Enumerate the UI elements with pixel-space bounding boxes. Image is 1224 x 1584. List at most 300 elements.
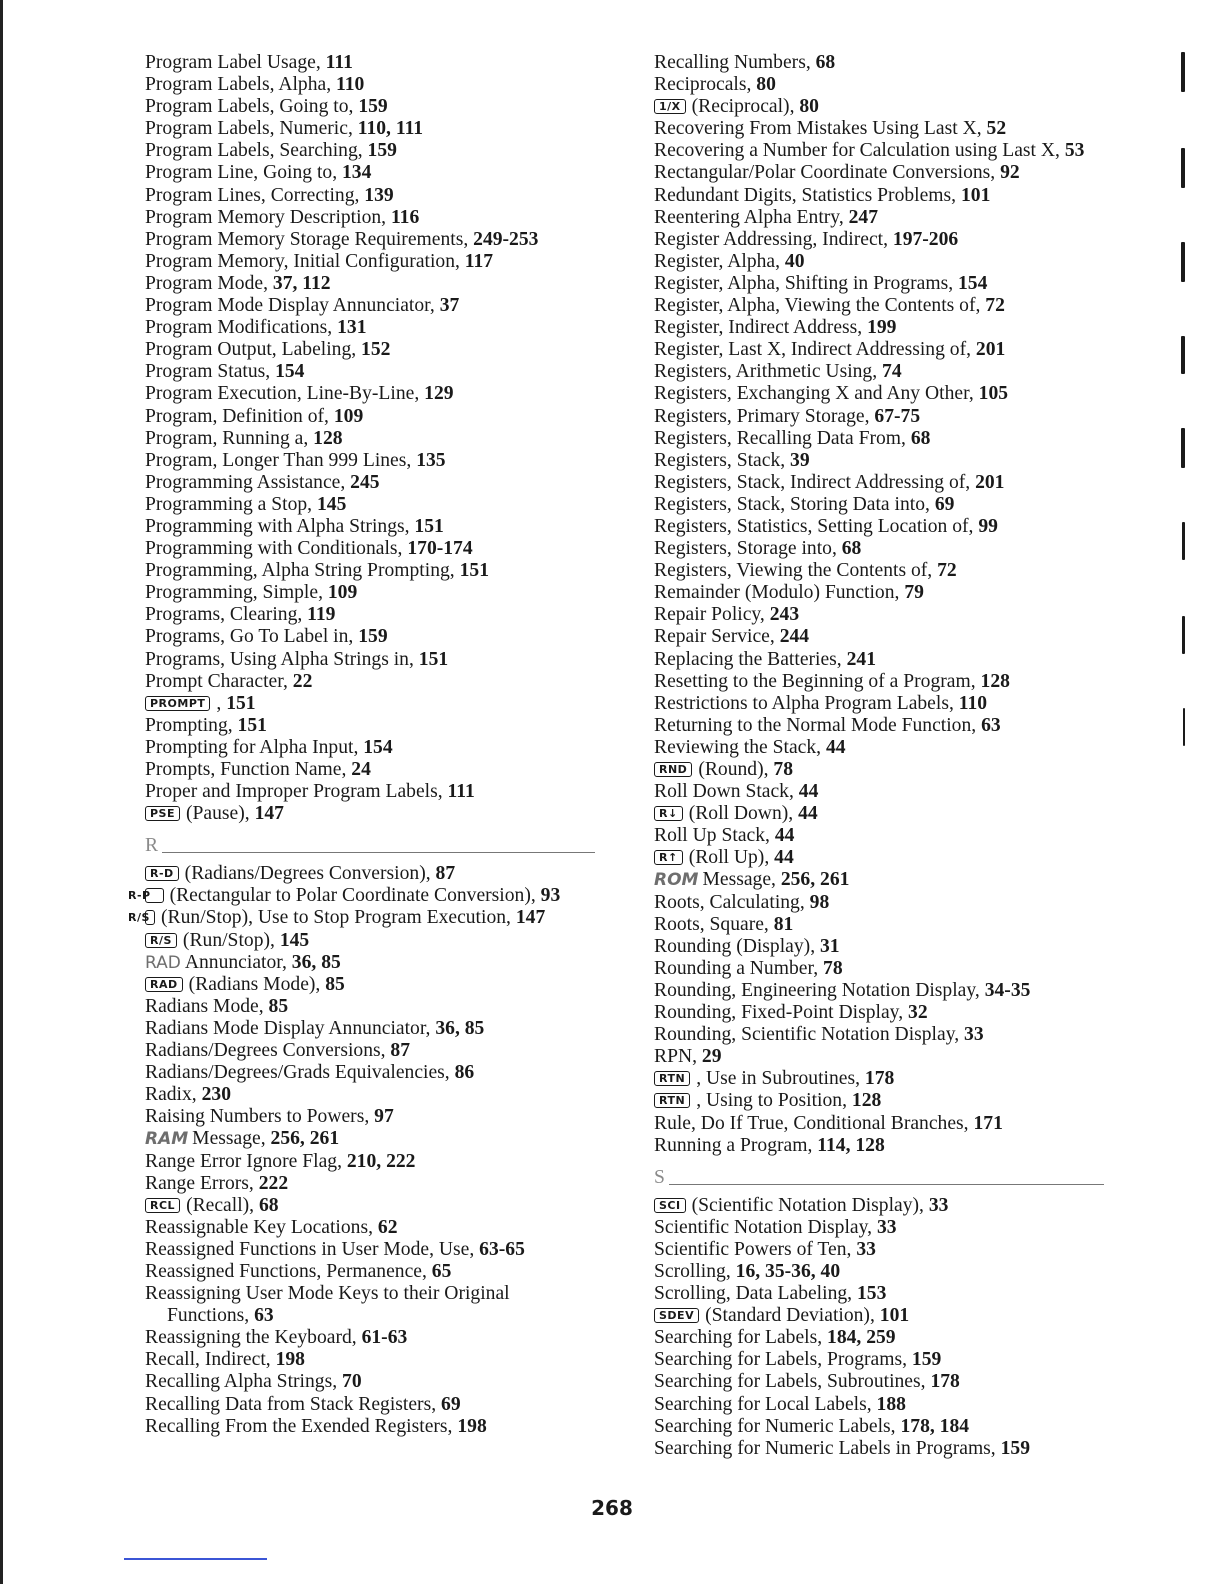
entry-pages: 93: [540, 885, 561, 907]
index-entry: [145, 74, 595, 96]
entry-text: Roots, Calculating,: [654, 891, 810, 913]
index-entry: [145, 428, 595, 450]
index-entry: [145, 952, 595, 974]
index-entry: [145, 1239, 595, 1261]
index-entry: [654, 74, 1104, 96]
entry-text: Radians/Degrees Conversions,: [145, 1040, 391, 1062]
entry-pages: 111: [325, 52, 353, 73]
entry-pages: 65: [431, 1260, 452, 1282]
entry-text: Programming a Stop,: [145, 493, 317, 515]
index-entry: [654, 406, 1104, 428]
entry-text: Redundant Digits, Statistics Problems,: [654, 184, 961, 206]
entry-pages: 63: [981, 714, 1001, 736]
entry-text: Searching for Labels, Programs,: [654, 1349, 912, 1371]
entry-text: Raising Numbers to Powers,: [145, 1106, 375, 1128]
index-entry: [145, 450, 595, 472]
index-entry: [145, 604, 595, 626]
entry-text: Program, Definition of,: [145, 405, 334, 427]
entry-text: Program, Running a,: [145, 427, 314, 449]
index-entry: [654, 1371, 1104, 1393]
index-entry: [654, 1239, 1104, 1261]
entry-text: ,: [216, 692, 227, 714]
entry-text: Rectangular/Polar Coordinate Conversions,: [654, 162, 1001, 184]
blue-underline: [124, 1558, 267, 1560]
index-entry: [145, 560, 595, 582]
entry-pages: 184, 259: [827, 1327, 896, 1349]
entry-text: Searching for Numeric Labels in Programs,: [654, 1437, 1001, 1459]
index-entry: [145, 1283, 595, 1327]
index-entry: [654, 1349, 1104, 1371]
entry-text: Range Errors,: [145, 1172, 259, 1194]
index-entry: [654, 118, 1104, 140]
index-entry: [654, 383, 1104, 405]
entry-text: Programming Assistance,: [145, 471, 351, 493]
entry-pages: 52: [986, 118, 1007, 140]
entry-pages: 44: [798, 803, 818, 825]
entry-text: Recalling Alpha Strings,: [145, 1371, 343, 1393]
entry-text: (Roll Down),: [688, 803, 799, 825]
binding-mark: [1182, 616, 1185, 654]
index-entry: [654, 1068, 1104, 1090]
index-entry: [654, 1090, 1104, 1112]
entry-pages: 241: [846, 648, 876, 670]
index-entry: [145, 715, 595, 737]
entry-text: (Round),: [698, 759, 774, 780]
index-entry: [145, 1040, 595, 1062]
entry-pages: 151: [414, 515, 444, 537]
entry-pages: 178, 184: [900, 1415, 970, 1437]
entry-text: Recall, Indirect,: [145, 1349, 276, 1371]
index-entry: [654, 516, 1104, 538]
entry-text: Register, Alpha,: [654, 250, 785, 272]
key-label: R-D: [145, 866, 179, 881]
index-entry: [145, 759, 595, 781]
index-entry: [654, 1024, 1104, 1046]
entry-pages: 78: [773, 759, 794, 780]
entry-text: Reentering Alpha Entry,: [654, 206, 849, 228]
entry-pages: 159: [911, 1349, 942, 1371]
index-entry: [654, 140, 1104, 162]
entry-pages: 70: [342, 1371, 362, 1393]
index-entry: [145, 626, 595, 648]
entry-text: Message,: [702, 869, 781, 891]
index-entry: [145, 317, 595, 339]
entry-pages: 151: [237, 714, 267, 736]
index-entry: [654, 803, 1104, 825]
entry-pages: 39: [790, 449, 810, 471]
entry-text: Program Labels, Numeric,: [145, 118, 358, 140]
key-label: RND: [654, 762, 692, 777]
entry-text: (Roll Up),: [688, 847, 775, 869]
entry-pages: 199: [867, 317, 897, 339]
entry-pages: 101: [879, 1305, 910, 1327]
entry-pages: 201: [975, 471, 1005, 493]
index-entry: [145, 1018, 595, 1040]
index-entry: [654, 295, 1104, 317]
entry-text: Range Error Ignore Flag,: [145, 1150, 347, 1172]
entry-pages: 147: [515, 907, 546, 929]
entry-text: (Recall),: [186, 1194, 259, 1216]
entry-text: Register, Alpha, Viewing the Contents of,: [654, 295, 986, 317]
entry-pages: 159: [358, 626, 388, 648]
key-label: R↑: [654, 850, 683, 865]
index-column-right: [654, 52, 1104, 1460]
index-entry: [654, 892, 1104, 914]
entry-pages: 81: [773, 913, 794, 935]
index-entry: [654, 649, 1104, 671]
binding-mark: [1181, 336, 1185, 374]
entry-pages: 63-65: [479, 1238, 525, 1260]
entry-text: Prompting for Alpha Input,: [145, 736, 364, 758]
entry-pages: 85: [325, 973, 345, 995]
entry-text: Register, Indirect Address,: [654, 317, 868, 339]
entry-text: Radians Mode Display Annunciator,: [145, 1017, 436, 1039]
entry-text: Program Execution, Line-By-Line,: [145, 383, 425, 405]
index-entry: [145, 273, 595, 295]
index-entry: [145, 96, 595, 118]
entry-pages: 159: [367, 140, 397, 162]
entry-pages: 109: [333, 405, 364, 427]
index-entry: [654, 759, 1104, 781]
entry-pages: 147: [254, 803, 284, 825]
index-entry: [654, 494, 1104, 516]
index-entry: [654, 185, 1104, 207]
index-entry: [145, 974, 595, 996]
binding-mark: [1181, 428, 1185, 468]
key-label: SDEV: [654, 1308, 699, 1323]
entry-text: Registers, Storage into,: [654, 538, 842, 560]
binding-mark: [1181, 52, 1185, 92]
index-entry: [145, 1084, 595, 1106]
index-entry: [128, 885, 595, 907]
entry-text: Programs, Clearing,: [145, 604, 308, 626]
entry-text: Searching for Numeric Labels,: [654, 1415, 901, 1437]
section-letter: [145, 833, 595, 857]
index-entry: [654, 671, 1104, 693]
key-label: R↓: [654, 806, 683, 821]
entry-pages: 68: [258, 1194, 279, 1216]
entry-pages: 131: [337, 317, 367, 339]
entry-pages: 72: [985, 295, 1005, 317]
entry-text: Searching for Labels, Subroutines,: [654, 1371, 931, 1393]
entry-text: Program, Longer Than 999 Lines,: [145, 449, 417, 471]
index-entry: [654, 847, 1104, 869]
entry-text: Prompt Character,: [145, 670, 293, 692]
entry-pages: 36, 85: [435, 1017, 485, 1039]
index-entry: [654, 52, 1104, 74]
entry-pages: 33: [856, 1238, 876, 1260]
entry-pages: 247: [848, 206, 879, 228]
index-entry: [145, 383, 595, 405]
entry-text: Searching for Labels,: [654, 1327, 828, 1349]
entry-pages: 110: [336, 74, 365, 96]
entry-text: Program Labels, Alpha,: [145, 74, 337, 96]
entry-pages: 44: [798, 781, 819, 803]
entry-text: , Using to Position,: [696, 1090, 852, 1112]
entry-text: Reassigned Functions, Permanence,: [145, 1260, 432, 1282]
entry-pages: 114, 128: [817, 1134, 885, 1156]
index-entry: [654, 914, 1104, 936]
entry-pages: 128: [980, 670, 1010, 692]
entry-pages: 151: [226, 692, 256, 714]
entry-text: Registers, Statistics, Setting Location of,: [654, 515, 979, 537]
entry-text: Registers, Arithmetic Using,: [654, 361, 883, 383]
index-entry: [654, 936, 1104, 958]
entry-text: Reassigned Functions in User Mode, Use,: [145, 1238, 480, 1260]
entry-pages: 170-174: [407, 538, 473, 560]
entry-text: Roll Down Stack,: [654, 781, 799, 803]
index-entry: [654, 1135, 1104, 1157]
index-entry: [145, 582, 595, 604]
entry-text: Remainder (Modulo) Function,: [654, 582, 905, 604]
entry-pages: 37: [439, 295, 460, 317]
entry-pages: 198: [457, 1415, 487, 1437]
key-label: R/S: [145, 910, 155, 925]
index-entry: [145, 649, 595, 671]
entry-pages: 230: [201, 1084, 231, 1106]
entry-pages: 80: [799, 96, 819, 118]
section-letter: [654, 1165, 1104, 1189]
entry-text: Rule, Do If True, Conditional Branches,: [654, 1112, 974, 1134]
entry-pages: 29: [701, 1046, 722, 1068]
index-entry: [654, 980, 1104, 1002]
annunciator-label: ROM: [654, 870, 699, 891]
index-entry: [654, 1195, 1104, 1217]
entry-pages: 105: [978, 383, 1009, 405]
binding-mark: [1181, 242, 1185, 282]
entry-pages: 145: [316, 493, 347, 515]
entry-text: Radians Mode,: [145, 995, 269, 1017]
entry-text: Scientific Notation Display,: [654, 1216, 877, 1238]
binding-mark: [1182, 522, 1185, 560]
entry-text: (Radians Mode),: [188, 973, 326, 995]
entry-text: Recovering a Number for Calculation using Last X,: [654, 140, 1065, 162]
key-label: RTN: [654, 1071, 690, 1086]
binding-mark: [1181, 148, 1185, 188]
index-entry: [654, 428, 1104, 450]
entry-text: Program Labels, Going to,: [145, 96, 359, 118]
entry-text: Registers, Viewing the Contents of,: [654, 560, 938, 582]
entry-pages: 33: [928, 1194, 949, 1216]
index-entry: [145, 361, 595, 383]
entry-pages: 249-253: [473, 228, 539, 250]
entry-pages: 201: [975, 339, 1006, 361]
index-entry: [654, 1394, 1104, 1416]
index-entry: [654, 472, 1104, 494]
entry-text: Annunciator,: [184, 951, 292, 973]
entry-pages: 119: [307, 604, 336, 626]
entry-pages: 68: [815, 52, 836, 73]
entry-pages: 40: [784, 250, 805, 272]
entry-text: (Reciprocal),: [691, 96, 800, 118]
entry-text: Program Output, Labeling,: [145, 339, 362, 361]
entry-text: Program Line, Going to,: [145, 162, 342, 184]
entry-pages: 44: [825, 736, 846, 758]
index-entry: [654, 1217, 1104, 1239]
index-entry: [145, 1151, 595, 1173]
key-label: RAD: [145, 977, 183, 992]
key-label: PSE: [145, 806, 180, 821]
index-entry: [654, 207, 1104, 229]
index-entry: [145, 781, 595, 803]
index-entry: [654, 693, 1104, 715]
entry-text: Replacing the Batteries,: [654, 648, 847, 670]
entry-text: Rounding, Scientific Notation Display,: [654, 1024, 965, 1046]
entry-text: (Run/Stop), Use to Stop Program Execution,: [161, 907, 516, 929]
index-entry: [145, 1195, 595, 1217]
index-entry: [145, 494, 595, 516]
key-label: R/S: [145, 933, 177, 948]
entry-text: Registers, Stack,: [654, 449, 791, 471]
entry-pages: 44: [774, 847, 794, 869]
index-entry: [654, 1438, 1104, 1460]
index-entry: [654, 1046, 1104, 1068]
index-entry: [145, 1128, 595, 1150]
index-entry: [654, 273, 1104, 295]
entry-text: Rounding a Number,: [654, 957, 824, 979]
key-label: RCL: [145, 1198, 180, 1213]
entry-text: Searching for Local Labels,: [654, 1393, 877, 1415]
index-entry: [145, 229, 595, 251]
entry-pages: 198: [275, 1349, 305, 1371]
index-entry: [654, 1113, 1104, 1135]
index-entry: [654, 96, 1104, 118]
entry-pages: 139: [364, 184, 394, 206]
entry-pages: 97: [374, 1106, 394, 1128]
entry-text: Program Status,: [145, 361, 276, 383]
entry-text: Registers, Stack, Storing Data into,: [654, 493, 935, 515]
entry-text: Reassigning User Mode Keys to their Original Functions,: [145, 1283, 510, 1327]
index-entry: [654, 715, 1104, 737]
entry-pages: 34-35: [984, 979, 1031, 1001]
index-entry: [654, 1002, 1104, 1024]
entry-text: Program Label Usage,: [145, 52, 326, 73]
entry-text: Recalling Data from Stack Registers,: [145, 1393, 442, 1415]
entry-pages: 178: [864, 1068, 895, 1090]
index-entry: [145, 863, 595, 885]
entry-pages: 222: [258, 1172, 289, 1194]
entry-text: Returning to the Normal Mode Function,: [654, 714, 982, 736]
entry-text: Reciprocals,: [654, 74, 757, 96]
entry-text: (Rectangular to Polar Coordinate Conversion),: [169, 885, 541, 907]
entry-text: Repair Policy,: [654, 604, 770, 626]
index-entry: [145, 207, 595, 229]
entry-pages: 109: [327, 582, 358, 604]
entry-text: Programs, Go To Label in,: [145, 626, 359, 648]
entry-text: Registers, Exchanging X and Any Other,: [654, 383, 979, 405]
entry-pages: 135: [416, 449, 446, 471]
index-entry: [654, 1261, 1104, 1283]
entry-pages: 151: [459, 560, 489, 582]
entry-text: Programming, Simple,: [145, 582, 328, 604]
entry-text: Roll Up Stack,: [654, 825, 775, 847]
index-entry: [654, 317, 1104, 339]
entry-text: Programs, Using Alpha Strings in,: [145, 648, 419, 670]
entry-pages: 171: [973, 1112, 1003, 1134]
index-entry: [145, 737, 595, 759]
entry-text: Rounding, Engineering Notation Display,: [654, 979, 985, 1001]
entry-pages: 33: [876, 1216, 897, 1238]
index-entry: [145, 930, 595, 952]
entry-pages: 101: [960, 184, 991, 206]
entry-text: Program Lines, Correcting,: [145, 184, 365, 206]
entry-pages: 256, 261: [270, 1128, 340, 1150]
entry-text: Programming, Alpha String Prompting,: [145, 560, 460, 582]
index-entry: [145, 52, 595, 74]
entry-text: Registers, Recalling Data From,: [654, 427, 911, 449]
index-entry: [654, 1327, 1104, 1349]
index-entry: [654, 626, 1104, 648]
key-label: R-P: [145, 888, 164, 903]
entry-text: Program Labels, Searching,: [145, 140, 368, 162]
entry-pages: 67-75: [874, 405, 921, 427]
annunciator-label: RAD: [145, 952, 181, 973]
entry-pages: 78: [823, 957, 843, 979]
entry-pages: 63: [254, 1305, 274, 1327]
entry-text: Register, Alpha, Shifting in Programs,: [654, 272, 958, 294]
index-entry: [145, 339, 595, 361]
index-entry: [654, 781, 1104, 803]
index-entry: [654, 229, 1104, 251]
entry-pages: 62: [377, 1216, 398, 1238]
entry-pages: 154: [275, 361, 305, 383]
entry-pages: 98: [809, 891, 830, 913]
index-entry: [145, 140, 595, 162]
binding-mark: [1183, 708, 1185, 746]
entry-text: Program Mode Display Annunciator,: [145, 295, 440, 317]
entry-pages: 134: [342, 162, 372, 184]
entry-pages: 79: [904, 582, 924, 604]
entry-pages: 85: [268, 995, 289, 1017]
key-label: 1/X: [654, 99, 686, 114]
entry-text: Prompts, Function Name,: [145, 759, 352, 780]
index-entry: [145, 1371, 595, 1393]
index-entry: [145, 162, 595, 184]
entry-text: Program Memory Description,: [145, 206, 391, 228]
entry-text: Program Modifications,: [145, 317, 338, 339]
index-entry: [654, 251, 1104, 273]
entry-text: (Run/Stop),: [182, 929, 280, 951]
key-label: SCI: [654, 1198, 686, 1213]
entry-text: Scrolling,: [654, 1260, 736, 1282]
entry-text: Program Mode,: [145, 272, 273, 294]
entry-pages: 31: [820, 935, 840, 957]
entry-pages: 74: [882, 361, 902, 383]
entry-pages: 61-63: [361, 1327, 408, 1349]
entry-pages: 87: [435, 863, 456, 885]
entry-text: Resetting to the Beginning of a Program,: [654, 670, 981, 692]
entry-text: Register, Last X, Indirect Addressing of,: [654, 339, 976, 361]
page-left-edge: [0, 0, 3, 1584]
index-entry: [145, 472, 595, 494]
index-entry: [145, 1062, 595, 1084]
entry-pages: 80: [756, 74, 776, 96]
entry-pages: 129: [424, 383, 454, 405]
entry-pages: 243: [769, 604, 800, 626]
entry-pages: 153: [856, 1283, 887, 1305]
entry-text: Program Memory Storage Requirements,: [145, 228, 474, 250]
section-letter-text: R: [145, 835, 159, 857]
entry-text: Repair Service,: [654, 626, 780, 648]
entry-pages: 154: [363, 736, 393, 758]
entry-text: Rounding, Fixed-Point Display,: [654, 1002, 909, 1024]
index-entry: [145, 118, 595, 140]
index-entry: [654, 869, 1104, 891]
entry-pages: 197-206: [892, 228, 959, 250]
index-entry: [145, 295, 595, 317]
index-entry: [654, 1283, 1104, 1305]
page-number: 268: [591, 1496, 633, 1520]
